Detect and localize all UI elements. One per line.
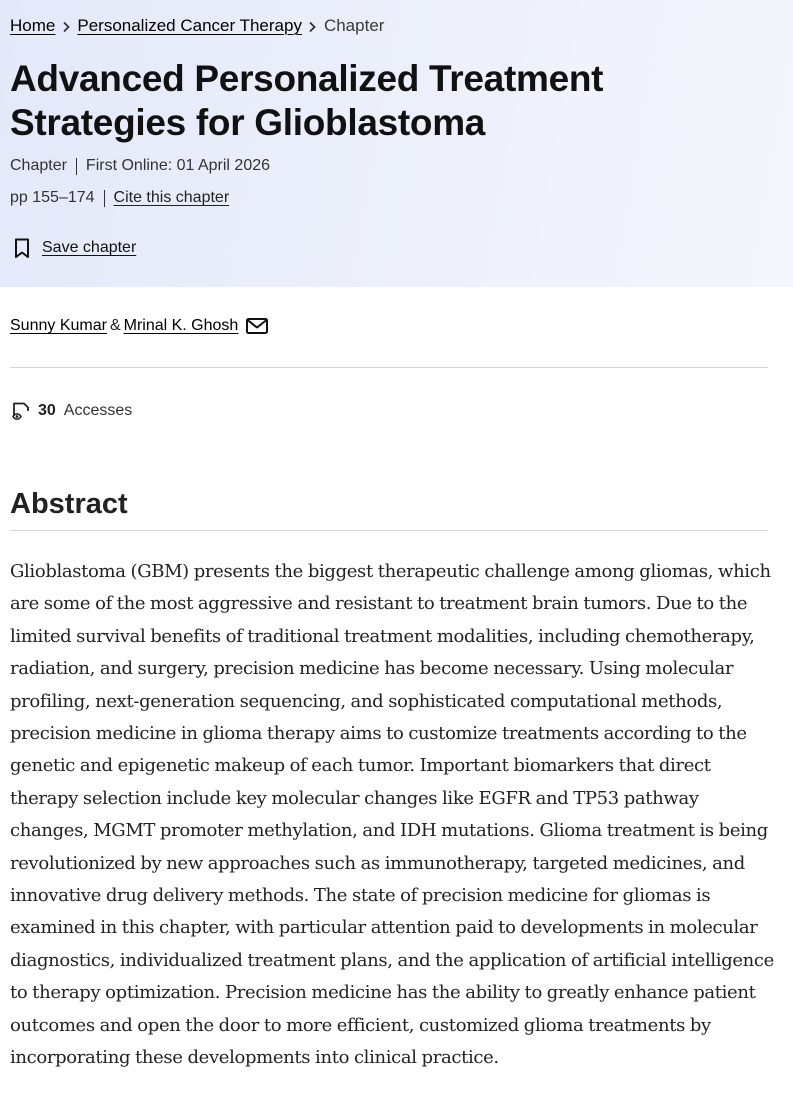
abstract-text: Glioblastoma (GBM) presents the biggest therapeutic challenge among gliomas, which are some of the most aggressive and resistant to treatment brain tumors. Due to the limited survival benefits of traditional treatment modalities, including chemotherapy, radiation, and surgery, precision medicine has become necessary. Using molecular profiling, next-generation sequencing, and sophisticated computational methods, precision medicine in glioma therapy aims to customize treatments according to the genetic and epigenetic makeup of each tumor. Important biomarkers that direct therapy selection include key molecular changes like EGFR and TP53 pathway changes, MGMT promoter methylation, and IDH mutations. Glioma treatment is being revolutionized by new approaches such as immunotherapy, targeted medicines, and innovative drug delivery methods. The state of precision medicine for gliomas is examined in this chapter, with particular attention paid to developments in molecular diagnostics, individualized treatment plans, and the application of artificial intelligence to therapy optimization. Precision medicine has the ability to greatly enhance patient outcomes and open the door to more efficient, customized glioma treatments by incorporating these developments into clinical practice.: [10, 561, 774, 1069]
breadcrumb: [10, 15, 384, 37]
author-link[interactable]: Mrinal K. Ghosh: [123, 317, 239, 334]
accesses-metric: [10, 400, 132, 422]
save-chapter-button[interactable]: [10, 236, 136, 260]
page-title: Advanced Personalized Treatment Strategies for Glioblastoma: [10, 58, 604, 143]
breadcrumb-home-link[interactable]: Home: [10, 16, 56, 35]
author-separator: &: [109, 317, 121, 334]
first-online-date: First Online: 01 April 2026: [85, 157, 271, 174]
page-range: pp 155–174: [10, 189, 95, 206]
access-count: 30: [38, 402, 56, 419]
eye-document-icon: [10, 400, 32, 422]
abstract-heading: Abstract: [10, 488, 128, 520]
meta-divider: [104, 190, 105, 207]
save-chapter-label: Save chapter: [42, 239, 137, 256]
cite-chapter-link[interactable]: Cite this chapter: [113, 189, 230, 206]
bookmark-icon: [10, 236, 34, 260]
access-label: Accesses: [63, 402, 133, 419]
meta-divider: [76, 158, 77, 175]
chapter-meta-line-1: [10, 157, 270, 175]
chevron-right-icon: [55, 18, 77, 34]
chapter-meta-line-2: [10, 189, 229, 207]
section-divider: [10, 367, 768, 368]
breadcrumb-section-link[interactable]: Personalized Cancer Therapy: [77, 16, 302, 35]
chevron-right-icon: [302, 18, 324, 34]
breadcrumb-current: Chapter: [323, 16, 385, 35]
author-list: [10, 316, 269, 336]
author-link[interactable]: Sunny Kumar: [10, 317, 107, 334]
envelope-icon[interactable]: [245, 316, 269, 336]
content-type: Chapter: [10, 157, 67, 174]
section-divider: [10, 530, 768, 531]
